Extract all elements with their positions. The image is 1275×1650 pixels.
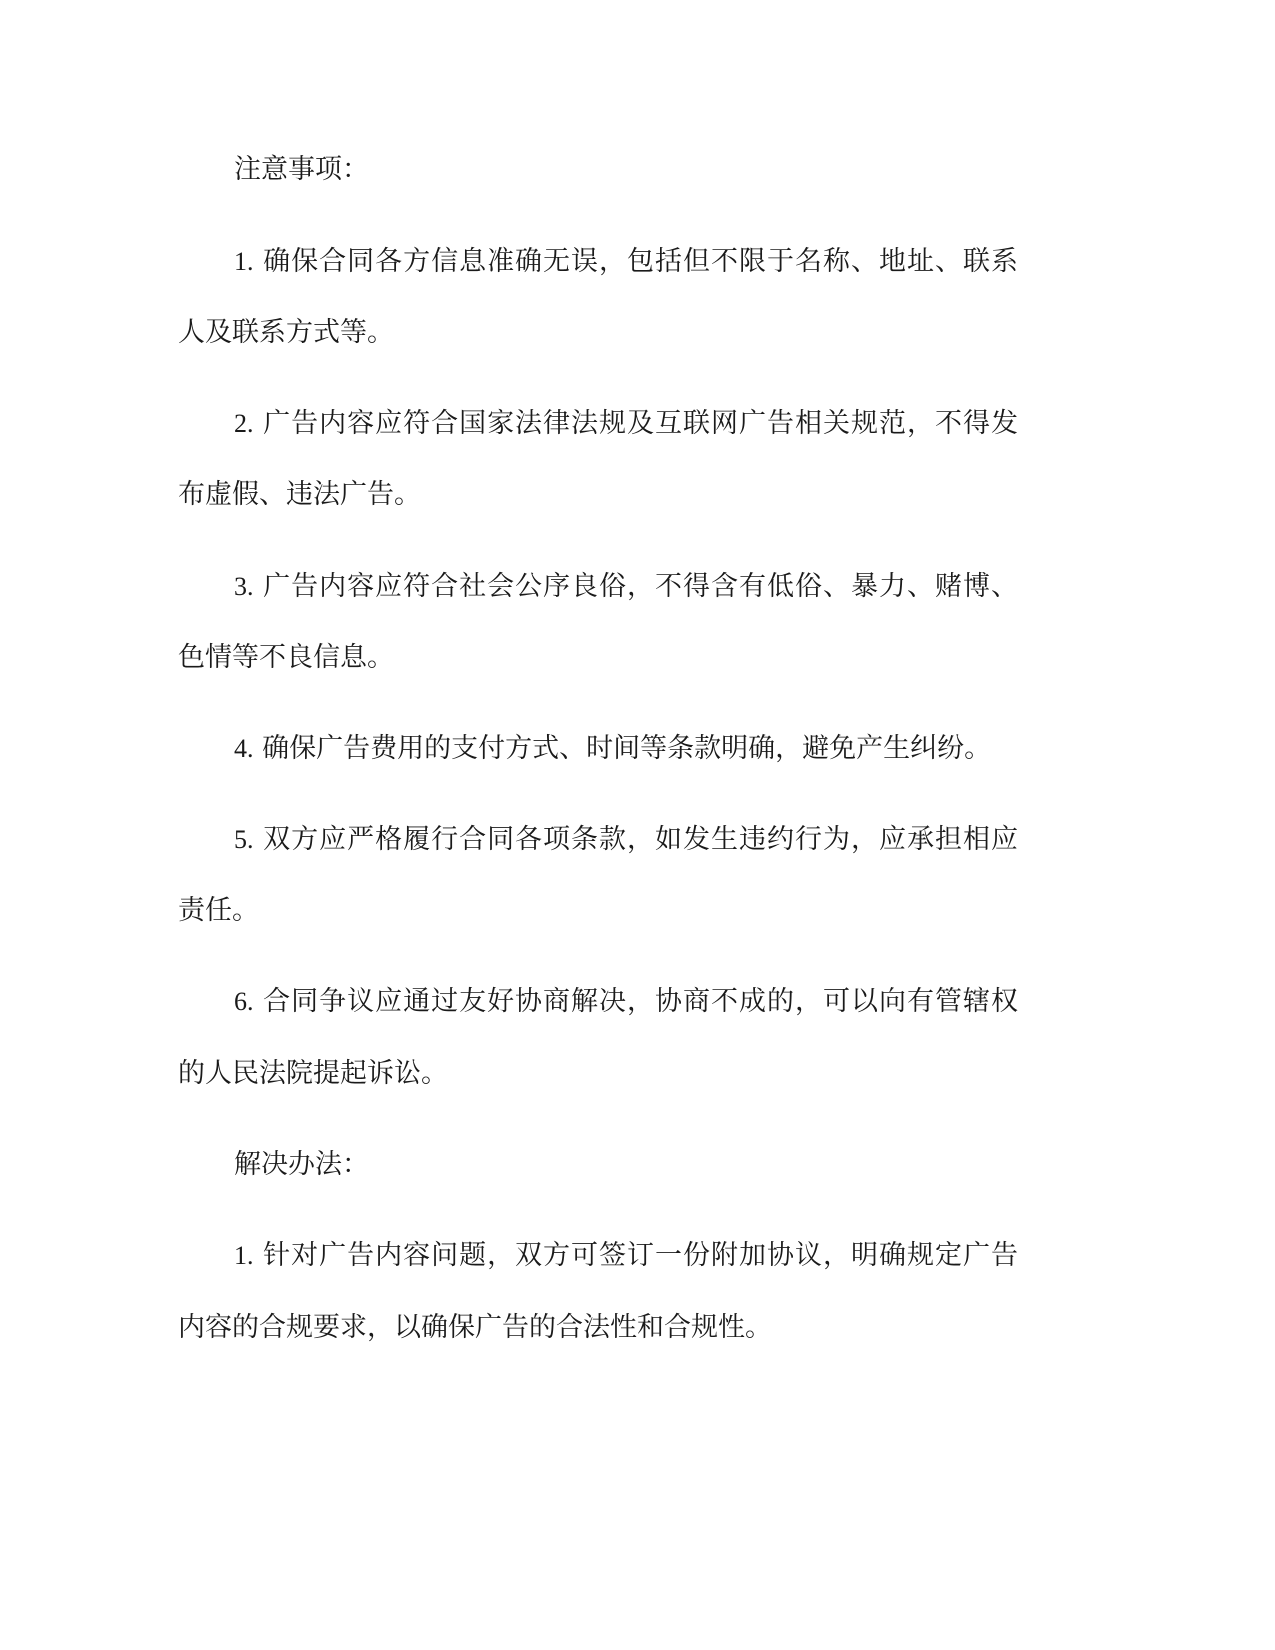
heading-text: 解决办法： (234, 1149, 369, 1180)
item-text: 内容的合规要求，以确保广告的合法性和合规性。 (178, 1312, 772, 1343)
item-number: 1. (234, 247, 254, 276)
item-text: 确保广告费用的支付方式、时间等条款明确，避免产生纠纷。 (262, 733, 992, 764)
section-heading-solutions (234, 1145, 1018, 1185)
notes-item-3-line-1 (234, 567, 1018, 607)
item-text: 确保合同各方信息准确无误，包括但不限于名称、地址、联系 (263, 246, 1019, 277)
item-number: 4. (234, 734, 254, 763)
notes-item-3-line-2 (178, 638, 1018, 678)
notes-item-4-line-1 (234, 729, 1018, 769)
item-text: 广告内容应符合社会公序良俗，不得含有低俗、暴力、赌博、 (263, 571, 1019, 602)
item-text: 合同争议应通过友好协商解决，协商不成的，可以向有管辖权 (263, 986, 1019, 1017)
notes-item-5-line-2 (178, 891, 1018, 931)
item-text: 广告内容应符合国家法律法规及互联网广告相关规范，不得发 (263, 408, 1019, 439)
solutions-item-1-line-1 (234, 1236, 1018, 1276)
item-text: 人及联系方式等。 (178, 317, 394, 348)
section-heading-notes (234, 150, 1018, 190)
item-text: 双方应严格履行合同各项条款，如发生违约行为，应承担相应 (263, 824, 1019, 855)
item-number: 3. (234, 572, 254, 601)
notes-item-2-line-2 (178, 475, 1018, 515)
notes-item-2-line-1 (234, 404, 1018, 444)
item-text: 的人民法院提起诉讼。 (178, 1058, 448, 1089)
item-text: 色情等不良信息。 (178, 642, 394, 673)
notes-item-6-line-1 (234, 982, 1018, 1022)
item-number: 5. (234, 825, 254, 854)
item-text: 针对广告内容问题，双方可签订一份附加协议，明确规定广告 (263, 1240, 1019, 1271)
heading-text: 注意事项： (234, 154, 369, 185)
item-text: 责任。 (178, 895, 259, 926)
notes-item-5-line-1 (234, 820, 1018, 860)
item-number: 2. (234, 409, 254, 438)
item-number: 1. (234, 1241, 254, 1270)
notes-item-1-line-1 (234, 242, 1018, 282)
notes-item-6-line-2 (178, 1054, 1018, 1094)
item-number: 6. (234, 987, 254, 1016)
solutions-item-1-line-2 (178, 1308, 1018, 1348)
notes-item-1-line-2 (178, 313, 1018, 353)
item-text: 布虚假、违法广告。 (178, 479, 421, 510)
